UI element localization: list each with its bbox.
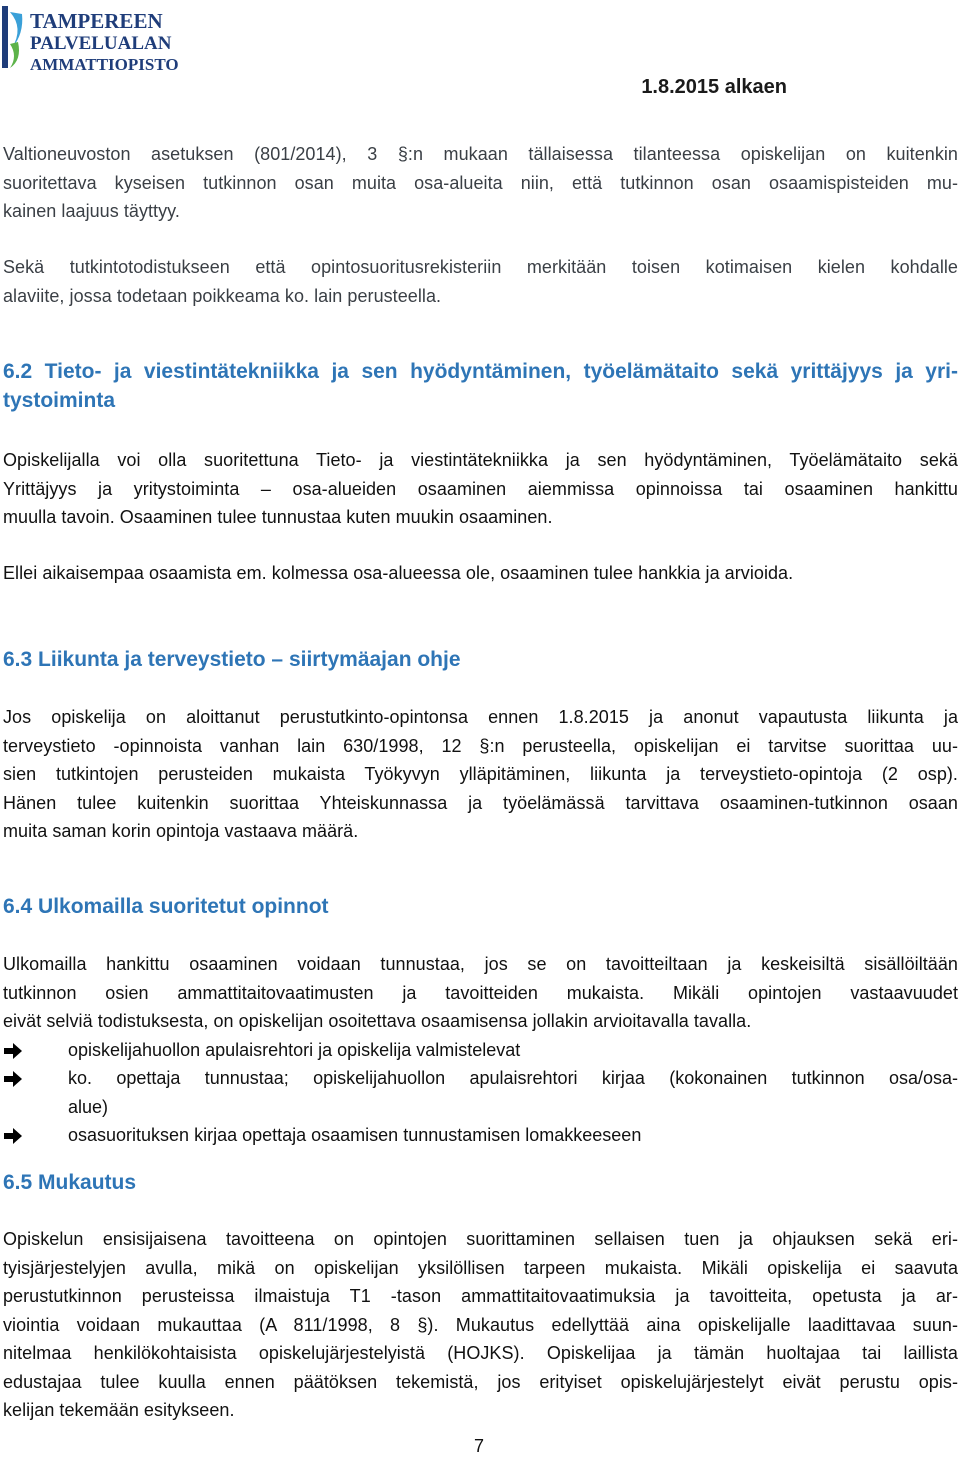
list-item: [3, 1036, 958, 1066]
list-item-text: opiskelijahuollon apulaisrehtori ja opiskelija valmistelevat: [68, 1040, 521, 1060]
text-line: viointia voidaan mukauttaa (A 811/1998, 8 §). Mukautus edellyttää aina opiskelijalle laadittavaa suun-: [3, 1314, 958, 1335]
arrow-right-icon: [3, 1069, 23, 1089]
list-item-line: ko. opettaja tunnustaa; opiskelijahuollon apulaisrehtori kirjaa (kokonainen tutkinnon osa/osa-: [68, 1068, 958, 1088]
text-line: alaviite, jossa todetaan poikkeama ko. lain perusteella.: [3, 285, 442, 306]
text-line: muulla tavoin. Osaaminen tulee tunnustaa kuten muukin osaaminen.: [3, 507, 553, 527]
list-item: [3, 1064, 958, 1124]
text-line: tutkinnon osien ammattitaitovaatimusten ja tavoitteiden mukaista. Mikäli opintojen vastaavuudet: [3, 982, 958, 1003]
text-line: eivät selviä todistuksesta, on opiskelijan osoitettava osaamisensa jollakin arvioitavalla tavalla.: [3, 1011, 752, 1031]
logo-emblem-leaf-green: [10, 42, 19, 68]
text-line: muita saman korin opintoja vastaava määrä.: [3, 821, 359, 841]
logo-line-3: AMMATTIOPISTO: [30, 55, 179, 74]
section-6-4-heading: [3, 892, 958, 921]
section-6-5-heading: [3, 1168, 958, 1197]
intro-paragraph-1: [3, 140, 958, 226]
list-item: [3, 1121, 958, 1151]
school-logo-graphic: [0, 4, 210, 74]
logo-line-2: PALVELUALAN: [30, 33, 172, 54]
intro-paragraph-2: [3, 253, 958, 310]
section-6-2-heading: [3, 357, 958, 415]
school-logo: [0, 4, 210, 74]
text-line: perustutkinnon perusteissa ilmaistuja T1 -tason ammattitaitovaatimuksia ja tavoitteita, opetusta ja ar-: [3, 1286, 958, 1306]
logo-emblem-bar: [2, 6, 8, 68]
text-line: Opiskelun ensisijaisena tavoitteena on opintojen suorittaminen sellaisen tuen ja ohjauksen sekä eri-: [3, 1229, 958, 1249]
text-line: kainen laajuus täyttyy.: [3, 201, 180, 221]
list-item-text: osasuorituksen kirjaa opettaja osaamisen tunnustamisen lomakkeeseen: [68, 1125, 642, 1145]
section-6-4-paragraph-1: [3, 950, 958, 1036]
text-line: Sekä tutkintotodistukseen että opintosuoritusrekisteriin merkitään toisen kotimaisen kielen kohdalle: [3, 257, 958, 277]
text-line: suoritettava kyseisen tutkinnon osan muita osa-alueita niin, että tutkinnon osan osaamispisteiden mu-: [3, 172, 958, 193]
text-line: sien tutkintojen perusteiden mukaista Työkyvyn ylläpitäminen, liikunta ja terveystieto-opintoja (2 osp).: [3, 764, 958, 784]
section-6-2-paragraph-1: [3, 446, 958, 532]
heading-line: 6.2 Tieto- ja viestintätekniikka ja sen hyödyntäminen, työelämätaito sekä yrittäjyys ja yri-: [3, 360, 958, 383]
header-date: 1.8.2015 alkaen: [641, 76, 787, 98]
text-line: edustajaa tulee kuulla ennen päätöksen tekemistä, jos erityiset opiskelujärjestelyt eivät perustu opis-: [3, 1371, 958, 1392]
page-number: 7: [474, 1436, 485, 1456]
text-line: Jos opiskelija on aloittanut perustutkinto-opintonsa ennen 1.8.2015 ja anonut vapautusta liikunta ja: [3, 707, 958, 727]
text-line: Valtioneuvoston asetuksen (801/2014), 3 §:n mukaan tällaisessa tilanteessa opiskelijan on kuitenkin: [3, 144, 958, 164]
text-line: Ulkomailla hankittu osaaminen voidaan tunnustaa, jos se on tavoitteiltaan ja keskeisiltä sisällöiltään: [3, 954, 958, 974]
logo-line-1: TAMPEREEN: [30, 9, 163, 33]
text-line: nitelmaa henkilökohtaisista opiskelujärjestelyistä (HOJKS). Opiskelijaa ja tämän huoltajaa tai laillista: [3, 1343, 958, 1363]
section-6-5-paragraph-1: [3, 1225, 958, 1425]
list-item-line: alue): [68, 1096, 109, 1117]
text-line: kelijan tekemään esitykseen.: [3, 1400, 235, 1420]
section-6-3-heading: [3, 645, 958, 674]
list-item-text: [68, 1064, 958, 1121]
text-line: Yrittäjyys ja yritystoiminta – osa-alueiden osaaminen aiemmissa opinnoissa tai osaaminen hankittu: [3, 478, 958, 499]
heading-line: 6.5 Mukautus: [3, 1171, 137, 1194]
arrow-right-icon: [3, 1126, 23, 1146]
heading-line: 6.3 Liikunta ja terveystieto – siirtymäajan ohje: [3, 648, 461, 671]
text-line: Opiskelijalla voi olla suoritettuna Tieto- ja viestintätekniikka ja sen hyödyntäminen, Työelämätaito sekä: [3, 450, 958, 470]
section-6-3-paragraph-1: [3, 703, 958, 846]
text-line: Ellei aikaisempaa osaamista em. kolmessa osa-alueessa ole, osaaminen tulee hankkia ja arvioida.: [3, 563, 794, 583]
text-line: tyisjärjestelyjen avulla, mikä on opiskelijan yksilöllisen tarpeen mukaista. Mikäli opiskelija ei saavuta: [3, 1257, 958, 1278]
heading-line: 6.4 Ulkomailla suoritetut opinnot: [3, 895, 329, 918]
text-line: Hänen tulee kuitenkin suorittaa Yhteiskunnassa ja työelämässä tarvittava osaaminen-tutkinnon osaan: [3, 792, 958, 813]
arrow-right-icon: [3, 1041, 23, 1061]
text-line: terveystieto -opinnoista vanhan lain 630/1998, 12 §:n perusteella, opiskelijan ei tarvitse suorittaa uu-: [3, 735, 958, 756]
heading-line: tystoiminta: [3, 389, 116, 412]
section-6-2-paragraph-2: [3, 559, 958, 588]
